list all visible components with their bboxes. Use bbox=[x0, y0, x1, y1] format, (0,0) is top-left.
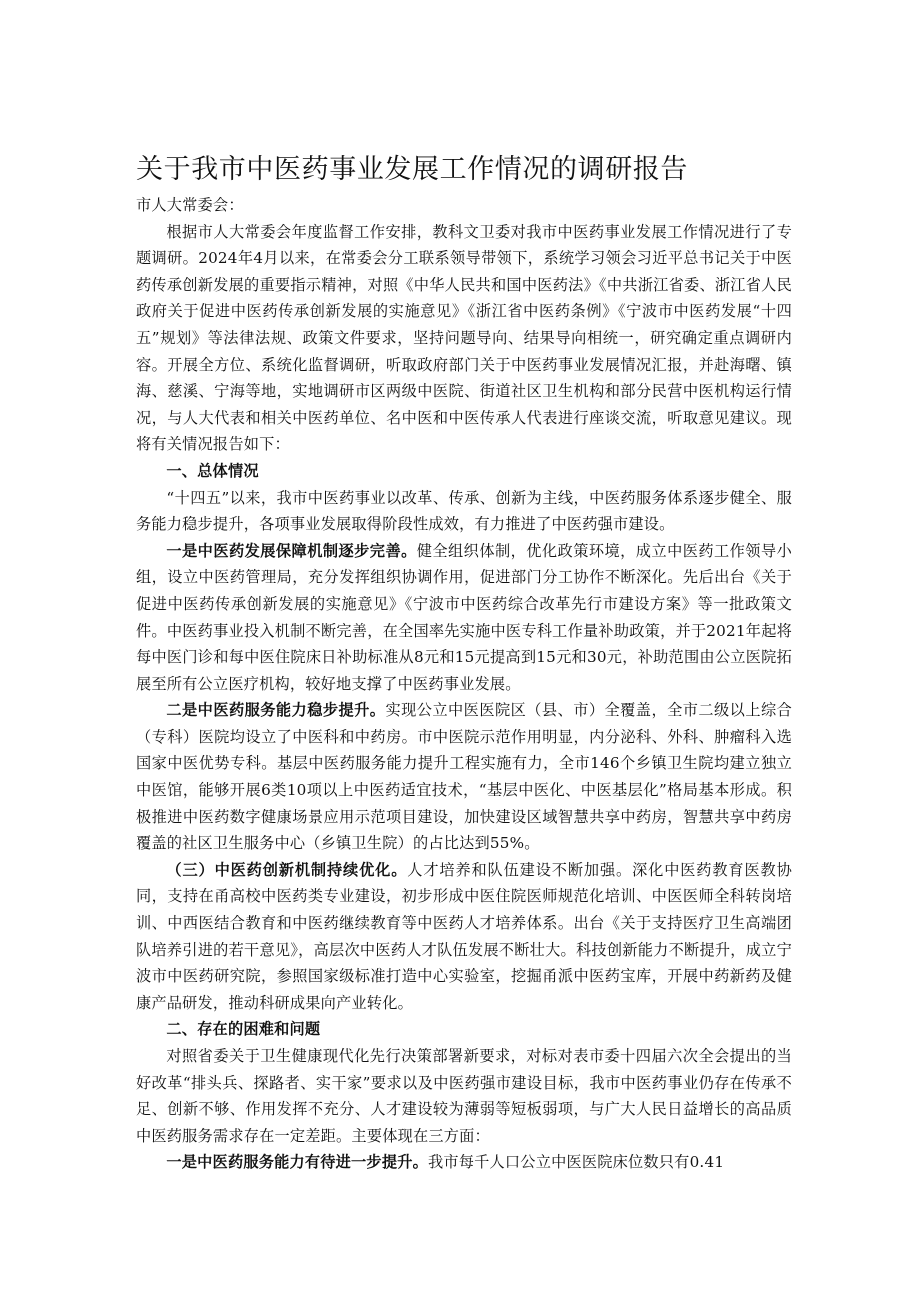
report-body bbox=[136, 192, 792, 1176]
overview-point-1 bbox=[136, 538, 792, 698]
section-heading-problems: 二、存在的困难和问题 bbox=[166, 1020, 321, 1039]
report-title: 关于我市中医药事业发展工作情况的调研报告 bbox=[136, 154, 688, 186]
section-heading-overview: 一、总体情况 bbox=[166, 461, 259, 480]
problems-point-1-lead: 一是中医药服务能力有待进一步提升。 bbox=[166, 1153, 428, 1172]
overview-point-2-lead: 二是中医药服务能力稳步提升。 bbox=[166, 701, 386, 720]
overview-point-3-lead: （三）中医药创新机制持续优化。 bbox=[166, 860, 408, 879]
overview-point-2-text: 实现公立中医医院区（县、市）全覆盖，全市二级以上综合（专科）医院均设立了中医科和中药房。市中医院示范作用明显，内分泌科、外科、肿瘤科入选国家中医优势专科。基层中医药服务能力提升工程实施有力，全市146个乡镇卫生院均建立独立中医馆，能够开展6类10项以上中医药适宜技术，“基层中医化、中医基层化”格局基本形成。积极推进中医药数字健康场景应用示范项目建设，加快建设区域智慧共享中药房，智慧共享中药房覆盖的社区卫生服务中心（乡镇卫生院）的占比达到55%。 bbox=[136, 701, 792, 853]
problems-summary-paragraph: 对照省委关于卫生健康现代化先行决策部署新要求，对标对表市委十四届六次全会提出的当好改革“排头兵、探路者、实干家”要求以及中医药强市建设目标，我市中医药事业仍存在传承不足、创新不够、作用发挥不充分、人才建设较为薄弱等短板弱项，与广大人民日益增长的高品质中医药服务需求存在一定差距。主要体现在三方面： bbox=[136, 1047, 792, 1145]
overview-point-2 bbox=[136, 697, 792, 857]
overview-summary-paragraph: “十四五”以来，我市中医药事业以改革、传承、创新为主线，中医药服务体系逐步健全、服务能力稳步提升，各项事业发展取得阶段性成效，有力推进了中医药强市建设。 bbox=[136, 488, 792, 534]
overview-point-3-text: 人才培养和队伍建设不断加强。深化中医药教育医教协同，支持在甬高校中医药类专业建设，初步形成中医住院医师规范化培训、中医医师全科转岗培训、中西医结合教育和中医药继续教育等中医药人才培养体系。出台《关于支持医疗卫生高端团队培养引进的若干意见》，高层次中医药人才队伍发展不断壮大。科技创新能力不断提升，成立宁波市中医药研究院，参照国家级标准打造中心实验室，挖掘甬派中医药宝库，开展中药新药及健康产品研发，推动科研成果向产业转化。 bbox=[136, 860, 792, 1012]
overview-point-1-text: 健全组织体制，优化政策环境，成立中医药工作领导小组，设立中医药管理局，充分发挥组织协调作用，促进部门分工协作不断深化。先后出台《关于促进中医药传承创新发展的实施意见》《宁波市中医药综合改革先行市建设方案》等一批政策文件。中医药事业投入机制不断完善，在全国率先实施中医专科工作量补助政策，并于2021年起将每中医门诊和每中医住院床日补助标准从8元和15元提高到15元和30元，补助范围由公立医院拓展至所有公立医疗机构，较好地支撑了中医药事业发展。 bbox=[136, 541, 792, 693]
overview-point-1-lead: 一是中医药发展保障机制逐步完善。 bbox=[166, 541, 417, 560]
problems-point-1 bbox=[136, 1149, 792, 1176]
salutation: 市人大常委会： bbox=[136, 196, 244, 214]
intro-paragraph: 根据市人大常委会年度监督工作安排，教科文卫委对我市中医药事业发展工作情况进行了专题调研。2024年4月以来，在常委会分工联系领导带领下，系统学习领会习近平总书记关于中医药传承创新发展的重要指示精神，对照《中华人民共和国中医药法》《中共浙江省委、浙江省人民政府关于促进中医药传承创新发展的实施意见》《浙江省中医药条例》《宁波市中医药发展“十四五”规划》等法律法规、政策文件要求，坚持问题导向、结果导向相统一，研究确定重点调研内容。开展全方位、系统化监督调研，听取政府部门关于中医药事业发展情况汇报，并赴海曙、镇海、慈溪、宁海等地，实地调研市区两级中医院、街道社区卫生机构和部分民营中医机构运行情况，与人大代表和相关中医药单位、名中医和中医传承人代表进行座谈交流，听取意见建议。现将有关情况报告如下： bbox=[136, 222, 792, 454]
problems-point-1-text: 我市每千人口公立中医医院床位数只有0.41 bbox=[427, 1153, 725, 1172]
overview-point-3 bbox=[136, 857, 792, 1017]
